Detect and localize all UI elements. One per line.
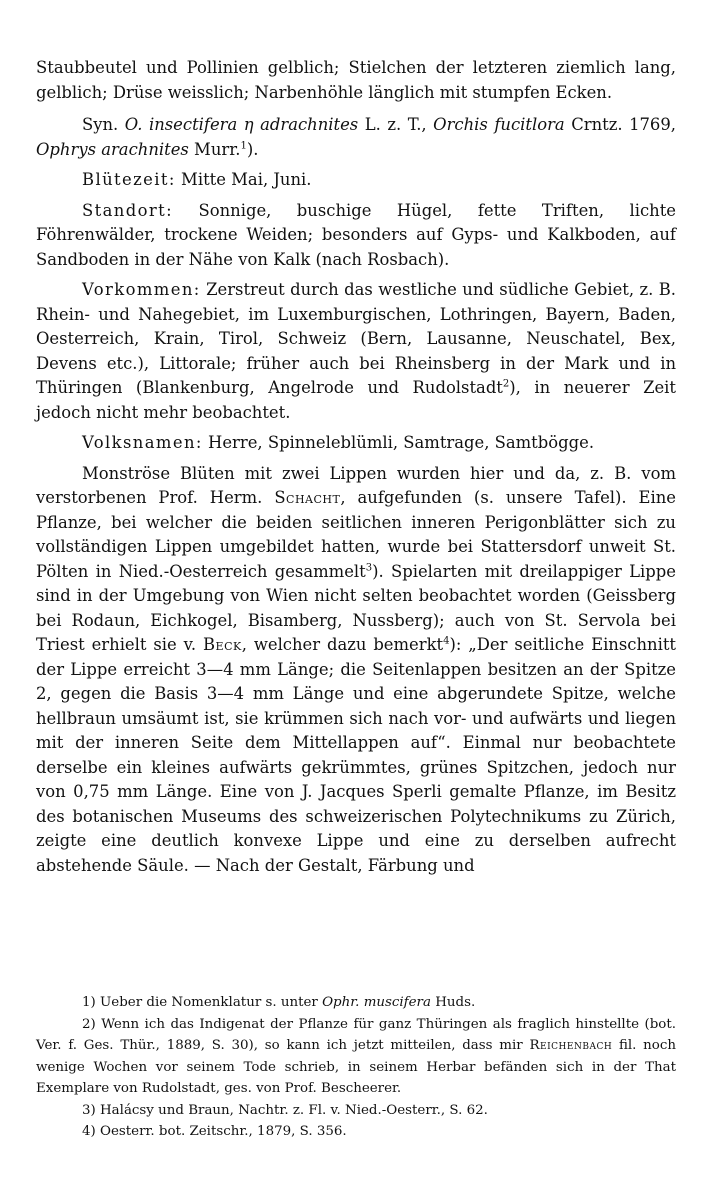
- footnote-ref-1[interactable]: 1: [240, 140, 247, 152]
- footnote-3-text: Halácsy und Braun, Nachtr. z. Fl. v. Nied.-Oesterr., S. 62.: [95, 1102, 488, 1118]
- footnote-2-text: Wenn ich das Indigenat der Pflanze für ganz Thüringen als fraglich hinstellte (bot. Ver. f. Ges. Thür., 1889, S. 30), so kann ich jetzt mitteilen, dass mir: [36, 1016, 676, 1053]
- footnote-1-end: Huds.: [430, 995, 476, 1010]
- monstrous-text-2: , aufgefunden (s. unsere Tafel). Eine Pflanze, bei welcher die beiden seitlichen inneren Perigonblätter sich zu vollständigen Lippen umgebildet hatten, wurde bei Stattersdorf unweit St. Pölten in Nied.-Oesterreich gesammelt: [36, 488, 677, 581]
- synonym-name: O. insectifera: [124, 115, 238, 134]
- person-schacht: Schacht: [274, 488, 341, 507]
- footnote-ref-4[interactable]: 4: [443, 635, 450, 647]
- footnote-2: [36, 1014, 676, 1100]
- footnote-2-number: 2): [82, 1016, 96, 1032]
- monstrous-text-5: ): „Der seitliche Einschnitt der Lippe erreicht 3—4 mm Länge; die Seitenlappen besitzen an der Spitze 2, gegen die Basis 3—4 mm Länge und eine abgerundete Spitze, welche hellbraun umsäumt ist, sie krümmen sich nach vor- und aufwärts und liegen mit der inneren Seite dem Mittellappen auf“. Einmal nur beobachtete derselbe ein kleines aufwärts gekrümmtes, grünes Spitzchen, jedoch nur von 0,75 mm Länge. Eine von J. Jacques Sperli gemalte Pflanze, im Besitz des botanischen Museums des schweizerischen Polytechnikums zu Zürich, zeigte eine deutlich konvexe Lippe und eine zu derselben aufrecht abstehende Säule. — Nach der Gestalt, Färbung und: [36, 635, 676, 875]
- synonyms-paragraph: [36, 113, 676, 162]
- occurrence-text-end: ), in neuerer Zeit jedoch nicht mehr beobachtet.: [36, 378, 676, 422]
- footnote-ref-3[interactable]: 3: [365, 562, 373, 574]
- habitat-label: Standort:: [82, 200, 174, 220]
- footnote-2-reichenbach: Reichenbach: [529, 1038, 613, 1053]
- synonym-variety: η adrachnites: [237, 115, 359, 134]
- monstrous-text-1: Monströse Blüten mit zwei Lippen wurden hier und da, z. B. vom verstorbenen Prof. Herm.: [36, 463, 676, 507]
- person-beck: Beck: [203, 635, 242, 654]
- footnote-1-species: Ophr. muscifera: [322, 995, 431, 1010]
- common-names-paragraph: [36, 431, 676, 456]
- occurrence-text: Zerstreut durch das westliche und südliche Gebiet, z. B. Rhein- und Nahegebiet, im Luxemburgischen, Lothringen, Bayern, Baden, Oesterreich, Krain, Tirol, Schweiz (Bern, Lausanne, Neuschatel, Bex, Devens etc.), Littorale; früher auch bei Rheinsberg in der Mark und in Thüringen (Blankenburg, Angelrode und Rudolstadt: [36, 280, 676, 397]
- synonym-orchis: Orchis fucitlora: [433, 115, 565, 134]
- footnotes: [36, 992, 676, 1143]
- footnote-ref-2[interactable]: 2: [502, 378, 510, 390]
- monstrous-flowers-paragraph: [36, 462, 676, 879]
- footnote-3: [36, 1100, 676, 1122]
- occurrence-label: Vorkommen:: [82, 280, 201, 299]
- footnote-2-end: fil. noch wenige Wochen vor seinem Tode schrieb, in seinem Herbar befänden sich in der That Exemplare von Rudolstadt, ges. von Prof. Bescheerer.: [36, 1038, 676, 1096]
- synonym-authority: L. z. T.,: [358, 115, 434, 134]
- synonym-year: Crntz. 1769,: [564, 115, 676, 134]
- monstrous-text-3: ). Spielarten mit dreilappiger Lippe sind in der Umgebung von Wien nicht selten beobachtet worden (Geissberg bei Rodaun, Eichkogel, Bisamberg, Nussberg); auch von St. Servola bei Triest erhielt sie v.: [36, 561, 676, 654]
- footnote-4-text: Oesterr. bot. Zeitschr., 1879, S. 356.: [95, 1124, 347, 1139]
- footnote-1-number: 1): [82, 995, 96, 1010]
- synonym-ophrys: Ophrys arachnites: [36, 139, 189, 159]
- synonym-end: ).: [246, 139, 259, 159]
- monstrous-text-4: , welcher dazu bemerkt: [241, 635, 444, 654]
- occurrence-paragraph: [36, 278, 676, 425]
- synonym-murr: Murr.: [188, 139, 241, 159]
- footnote-1-text: Ueber die Nomenklatur s. unter: [95, 995, 323, 1010]
- footnote-3-number: 3): [82, 1102, 96, 1118]
- common-names-label: Volksnamen:: [82, 433, 203, 452]
- footnote-4-number: 4): [82, 1124, 96, 1139]
- flowering-time-label: Blütezeit:: [82, 170, 176, 189]
- flowering-time-text: Mitte Mai, Juni.: [175, 170, 312, 189]
- page-body: [36, 56, 676, 884]
- description-continuation: Staubbeutel und Pollinien gelblich; Stielchen der letzteren ziemlich lang, gelblich; Drüse weisslich; Narbenhöhle länglich mit stumpfen Ecken.: [36, 58, 676, 102]
- common-names-text: Herre, Spinneleblümli, Samtrage, Samtbögge.: [202, 433, 595, 452]
- synonyms-label: Syn.: [82, 115, 119, 134]
- footnote-1: [36, 992, 676, 1014]
- habitat-paragraph: [36, 199, 676, 273]
- habitat-text: Sonnige, buschige Hügel, fette Triften, lichte Föhrenwälder, trockene Weiden; besonders auf Gyps- und Kalkboden, auf Sandboden in der Nähe von Kalk (nach Rosbach).: [36, 200, 676, 269]
- flowering-time-paragraph: [36, 168, 676, 193]
- footnote-4: [36, 1121, 676, 1143]
